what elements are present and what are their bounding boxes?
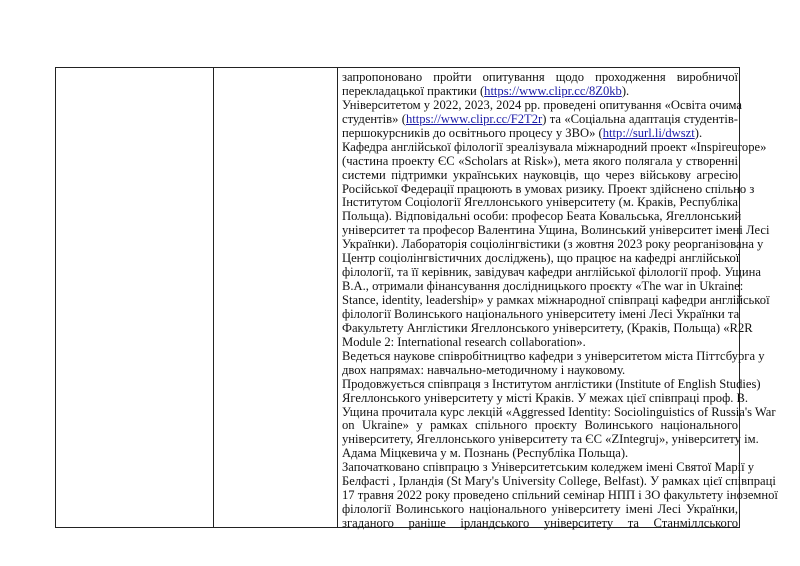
column-divider <box>337 68 338 527</box>
paragraph <box>342 376 776 462</box>
text-line <box>342 265 761 280</box>
text-segment: on Ukraine» у рамках спільного проєкту Волинського національного <box>342 418 738 433</box>
text-segment: Факультету Англістики Ягеллонського університету, (Краків, Польща) «R2R <box>342 320 753 335</box>
text-segment: Ущина прочитала курс лекцій «Aggressed Identity: Sociolinguistics of Russia's War <box>342 404 776 419</box>
text-segment: Центр соціолінгвістичних досліджень), що працює на кафедрі англійської <box>342 251 740 266</box>
text-line <box>342 127 738 141</box>
text-segment: Ведеться наукове співробітництво кафедри з університетом міста Піттсбурга у <box>342 348 765 363</box>
text-line <box>342 419 738 433</box>
text-segment: Stance, identity, leadership» у рамках міжнародної співпраці кафедри англійської <box>342 293 770 307</box>
text-line <box>342 364 738 378</box>
paragraph <box>342 97 742 141</box>
text-line <box>342 404 776 420</box>
text-segment: Адама Міцкевича у м. Познань (Республіка Польща). <box>342 446 629 461</box>
text-line <box>342 348 765 364</box>
text-line <box>342 279 744 294</box>
text-segment: ). <box>694 125 703 140</box>
text-segment: філології Волинського національного університету імені Лесі Українки, <box>342 502 738 517</box>
text-line <box>342 293 770 308</box>
text-segment: Університетом у 2022, 2023, 2024 рр. проведені опитування «Освіта очима <box>342 97 742 112</box>
text-line <box>342 488 778 503</box>
text-segment: Ягеллонського університету у місті Краків. У межах цієї співпраці проф. В. <box>342 390 749 405</box>
text-segment: Інститутом Соціології Ягеллонського університету (м. Краків, Республіка <box>342 195 738 210</box>
text-line <box>342 97 742 113</box>
text-line <box>342 474 776 489</box>
text-line <box>342 517 738 531</box>
text-segment: Російської Федерації працюють в умовах ризику. Проект здійснено спільно з <box>342 181 755 196</box>
column-divider <box>213 68 214 527</box>
text-line <box>342 169 738 183</box>
text-line <box>342 252 738 266</box>
text-segment: двох напрямах: навчально-методичному і науковому. <box>342 362 626 377</box>
text-segment: Продовжується співпраця з Інститутом англістики (Institute of English Studies) <box>342 376 761 391</box>
text-line <box>342 196 738 210</box>
text-segment: (частина проекту ЄС «Scholars at Risk»), мета якого полягала у створенні <box>342 153 738 168</box>
hyperlink[interactable]: https://www.clipr.cc/8Z0kb <box>484 83 622 98</box>
text-segment: філології Волинського національного університету імені Лесі Українки та <box>342 306 740 321</box>
text-segment: згаданого раніше ірландського університету та Станміллського <box>342 516 738 530</box>
text-segment: університет та професор Валентина Ущина, Волинський університет імені Лесі <box>342 223 770 238</box>
text-segment: системи підтримки українських науковців, що через військову агресію <box>342 167 738 182</box>
text-segment: Кафедра англійської філології зреалізувала міжнародний проект «Inspireurope» <box>342 139 767 154</box>
text-line <box>342 223 770 238</box>
text-segment: В.А., отримали фінансування дослідницького проєкту «The war in Ukraine: <box>342 279 744 294</box>
table-cell-description <box>342 70 778 531</box>
text-line <box>342 113 738 127</box>
text-line <box>342 209 742 224</box>
text-segment: Українки). Лабораторія соціолінгвістики (з жовтня 2023 року реорганізована у <box>342 237 764 252</box>
text-segment: 17 травня 2022 року проведено спільний семінар НПП і ЗО факультету іноземної <box>342 488 778 503</box>
text-line <box>342 181 755 197</box>
text-segment: Module 2: International research collaboration». <box>342 334 586 349</box>
text-line <box>342 460 755 475</box>
text-line <box>342 447 738 461</box>
paragraph <box>342 139 770 350</box>
text-segment: ) та «Соціальна адаптація студентів- <box>542 111 738 126</box>
document-table <box>55 67 778 530</box>
text-segment: студентів» ( <box>342 111 406 126</box>
text-segment: ). <box>621 83 630 98</box>
text-line <box>342 503 738 517</box>
text-segment: Белфасті , Ірландія (St Mary's University College, Belfast). У рамках цієї співпраці <box>342 474 776 489</box>
text-line <box>342 308 738 322</box>
text-line <box>342 237 764 252</box>
text-segment: Польща). Відповідальні особи: професор Беата Ковальська, Ягеллонський <box>342 209 742 224</box>
text-line <box>342 432 759 447</box>
paragraph <box>342 71 738 99</box>
text-line <box>342 376 761 392</box>
text-line <box>342 336 738 350</box>
paragraph <box>342 460 778 531</box>
text-line <box>342 71 738 85</box>
text-line <box>342 155 738 169</box>
hyperlink[interactable]: http://surl.li/dwszt <box>602 125 695 140</box>
text-segment: запропоновано пройти опитування щодо проходження виробничої <box>342 70 738 84</box>
text-segment: Започатковано співпрацю з Університетським коледжем імені Святої Марії у <box>342 460 755 475</box>
text-line <box>342 390 749 406</box>
text-segment: перекладацької практики ( <box>342 83 485 98</box>
text-segment: філології, та її керівник, завідувач кафедри англійської філології проф. Ущина <box>342 265 761 280</box>
hyperlink[interactable]: https://www.clipr.cc/F2T2r <box>405 111 543 126</box>
paragraph <box>342 348 765 378</box>
text-line <box>342 320 753 336</box>
text-line <box>342 85 738 99</box>
text-segment: університету, Ягеллонського університету та ЄС «ZIntegruj», університету ім. <box>342 432 759 447</box>
text-line <box>342 139 767 155</box>
text-segment: першокурсників до освітнього процесу у ЗВО» ( <box>342 125 603 140</box>
